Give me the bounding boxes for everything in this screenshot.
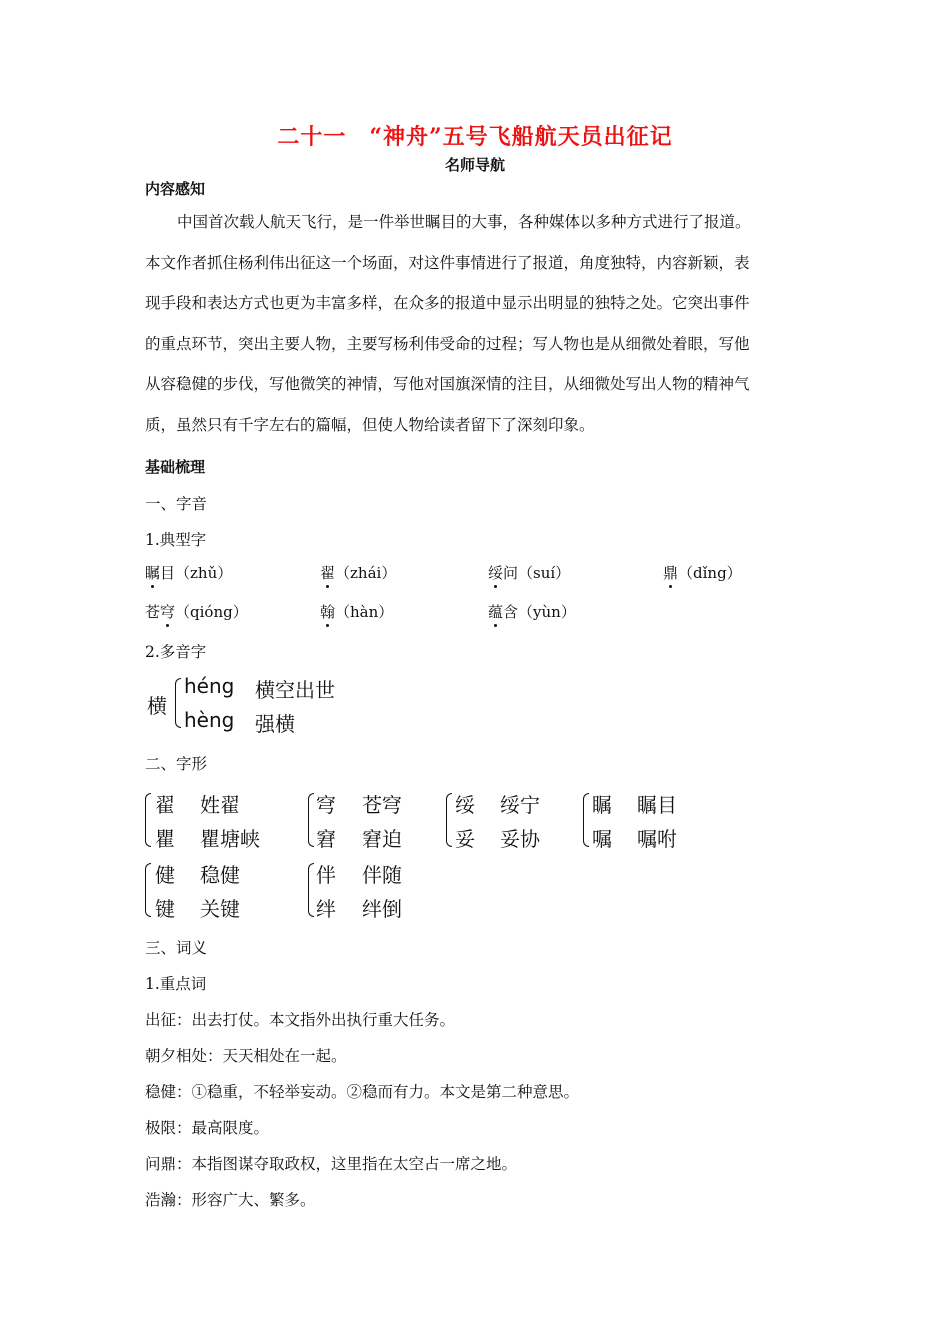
paragraph-line: 现手段和表达方式也更为丰富多样，在众多的报道中显示出明显的独特之处。它突出事件 [145,294,750,313]
keyword-item: 问鼎：本指图谋夺取政权，这里指在太空占一席之地。 [145,1155,518,1173]
dotted-char: 瞩 [145,562,160,583]
shape-char: 健 [155,863,175,887]
poly-char: 横 [147,694,167,718]
poly-word: 强横 [255,712,295,736]
poly-heading: 2.多音字 [145,643,207,661]
keyword-item: 稳健：①稳重，不轻举妄动。②稳而有力。本文是第二种意思。 [145,1083,580,1101]
dotted-char: 鼎 [663,562,678,583]
shape-word: 妥协 [500,827,540,851]
shape-char: 键 [155,897,175,921]
content-heading: 内容感知 [145,180,206,198]
typical-heading: 1.典型字 [145,531,207,549]
keyword-item: 出征：出去打仗。本文指外出执行重大任务。 [145,1011,456,1029]
dotted-char: 翰 [320,601,335,622]
paragraph-line: 从容稳健的步伐，写他微笑的神情，写他对国旗深情的注目，从细微处写出人物的精神气 [145,375,750,394]
shape-word: 姓翟 [200,793,240,817]
content-paragraph [145,202,805,446]
shape-word: 苍穹 [362,793,402,817]
shape-char: 绊 [316,897,336,921]
dotted-char: 穹 [160,601,175,622]
shape-word: 关键 [200,897,240,921]
shape-char: 翟 [155,793,175,817]
paragraph-line: 本文作者抓住杨利伟出征这一个场面，对这件事情进行了报道，角度独特，内容新颖，表 [145,253,750,272]
brace [446,793,452,847]
shape-heading: 二、字形 [145,755,208,773]
shape-char: 绥 [455,793,475,817]
brace [583,793,589,847]
shape-word: 伴随 [362,863,402,887]
sound-heading: 一、字音 [145,495,208,513]
paragraph-line: 质，虽然只有千字左右的篇幅，但使人物给读者留下了深刻印象。 [145,415,595,434]
keyword-item: 极限：最高限度。 [145,1119,270,1137]
shape-char: 妥 [455,827,475,851]
typical-item: 瞩 目（zhǔ） [145,562,232,583]
paragraph-line: 中国首次载人航天飞行，是一件举世瞩目的大事，各种媒体以多种方式进行了报道。 [177,213,751,231]
paragraph-line: 的重点环节，突出主要人物，主要写杨利伟受命的过程；写人物也是从细微处着眼，写他 [145,334,750,353]
shape-char: 嘱 [592,827,612,851]
shape-word: 稳健 [200,863,240,887]
dotted-char: 绥 [488,562,503,583]
shape-word: 瞩目 [637,793,677,817]
shape-word: 绥宁 [500,793,540,817]
brace [145,793,151,847]
dotted-char: 蕴 [488,601,503,622]
meaning-heading: 三、词义 [145,939,208,957]
basics-heading: 基础梳理 [145,458,206,476]
keyword-item: 浩瀚：形容广大、繁多。 [145,1191,316,1209]
typical-item: 鼎 （dǐng） [663,562,742,583]
brace [145,863,151,917]
dotted-char: 翟 [320,562,335,583]
shape-word: 绊倒 [362,897,402,921]
typical-item: 翟 （zhái） [320,562,396,583]
shape-char: 穹 [316,793,336,817]
typical-item: 苍穹 （qióng） [145,601,248,622]
poly-word: 横空出世 [255,678,335,702]
poly-pinyin: héng [184,674,235,698]
typical-item: 绥 问（suí） [488,562,570,583]
page-title: 二十一 “神舟”五号飞船航天员出征记 [277,124,673,150]
brace [308,863,314,917]
page-subtitle: 名师导航 [444,156,505,174]
shape-char: 瞿 [155,827,175,851]
shape-char: 瞩 [592,793,612,817]
brace [175,678,181,728]
keyword-item: 朝夕相处：天天相处在一起。 [145,1047,347,1065]
typical-item: 翰 （hàn） [320,601,393,622]
shape-word: 瞿塘峡 [200,827,260,851]
keyword-heading: 1.重点词 [145,975,207,993]
brace [308,793,314,847]
poly-pinyin: hèng [184,708,235,732]
shape-char: 窘 [316,827,336,851]
typical-item: 蕴 含（yùn） [488,601,576,622]
shape-char: 伴 [316,863,336,887]
shape-word: 窘迫 [362,827,402,851]
shape-word: 嘱咐 [637,827,677,851]
